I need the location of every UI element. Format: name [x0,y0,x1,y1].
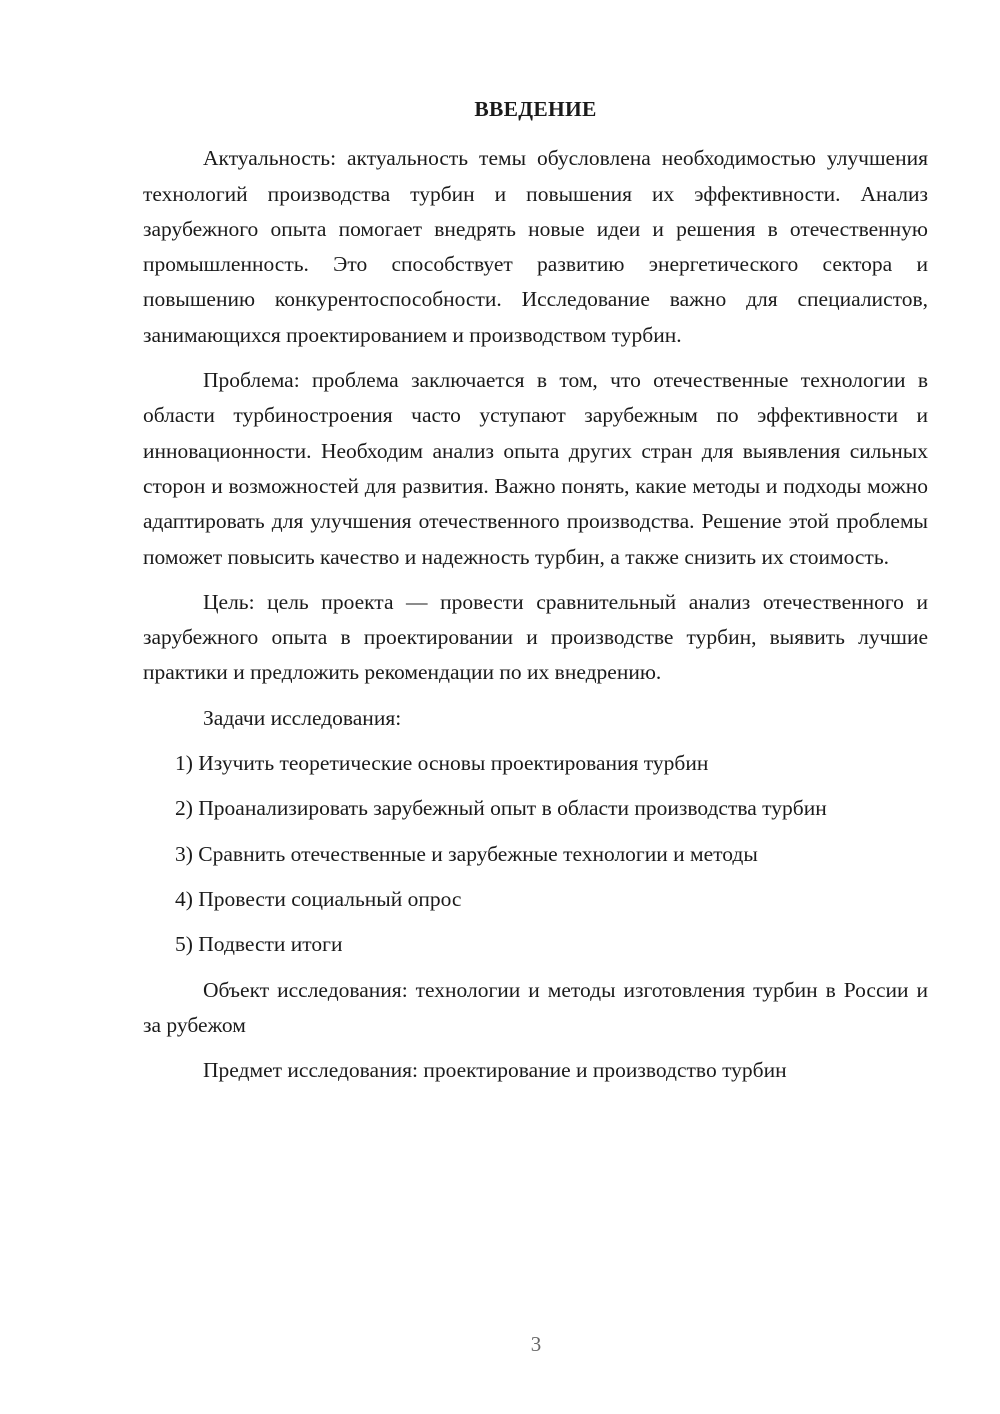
task-item: 4) Провести социальный опрос [175,886,462,911]
section-title: ВВЕДЕНИЕ [474,97,597,121]
task-item: 2) Проанализировать зарубежный опыт в области производства турбин [175,796,827,821]
page-number: 3 [530,1332,542,1356]
problem-paragraph: Проблема: проблема заключается в том, что отечественные технологии в области турбиностроения часто уступают зарубежным по эффективности и инновационности. Необходим анализ опыта других стран для выявления сильных сторон и возможностей для развития. Важно понять, какие методы и подходы можно адаптировать для улучшения отечественного производства. Решение этой проблемы поможет повысить качество и надежность турбин, а также снизить их стоимость. [143,368,928,569]
tasks-heading: Задачи исследования: [203,705,402,730]
goal-paragraph: Цель: цель проекта — провести сравнительный анализ отечественного и зарубежного опыта в проектировании и производстве турбин, выявить лучшие практики и предложить рекомендации по их внедрению. [143,589,928,685]
task-item: 5) Подвести итоги [175,932,343,957]
task-item: 3) Сравнить отечественные и зарубежные технологии и методы [175,841,758,866]
task-item: 1) Изучить теоретические основы проектирования турбин [175,751,709,776]
document-page [143,92,928,1098]
subject-paragraph: Предмет исследования: проектирование и производство турбин [203,1058,787,1083]
relevance-paragraph: Актуальность: актуальность темы обусловлена необходимостью улучшения технологий производства турбин и повышения их эффективности. Анализ зарубежного опыта помогает внедрять новые идеи и решения в отечественную промышленность. Это способствует развитию энергетического сектора и повышению конкурентоспособности. Исследование важно для специалистов, занимающихся проектированием и производством турбин. [143,146,928,347]
object-paragraph: Объект исследования: технологии и методы изготовления турбин в России и за рубежом [143,977,928,1037]
